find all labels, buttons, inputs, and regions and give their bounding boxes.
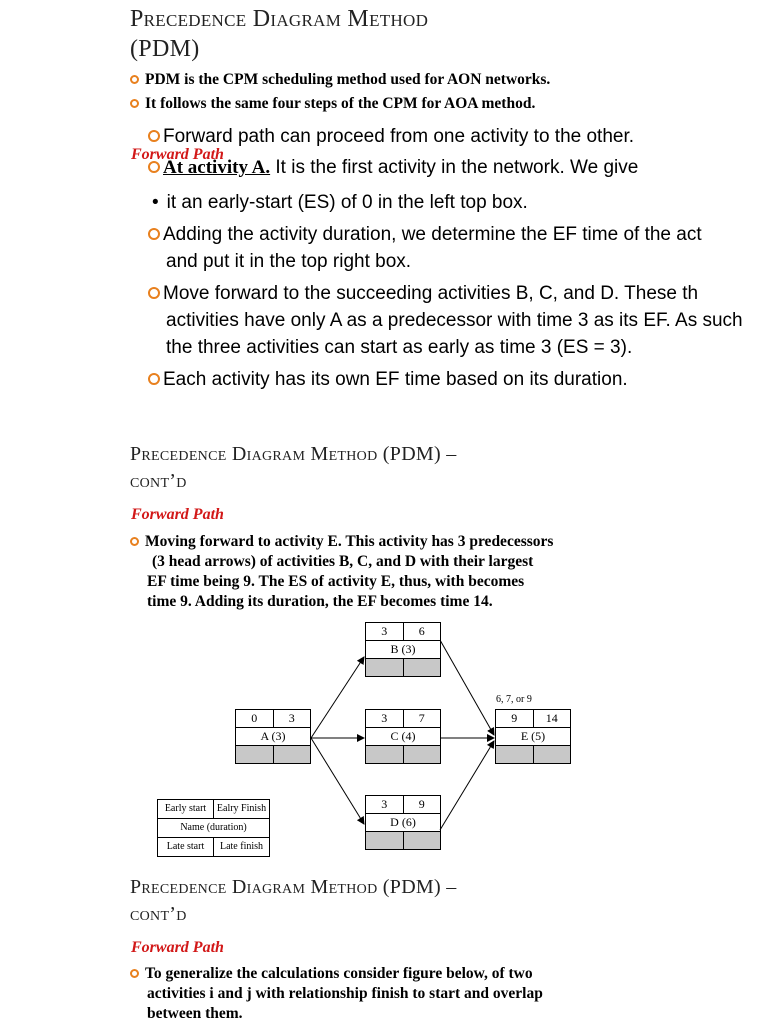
legend-early-finish: Ealry Finish: [213, 800, 269, 818]
slide2-title-line2: cont’d: [130, 470, 187, 492]
node-d-lf: [403, 832, 441, 849]
node-a-lf: [273, 746, 311, 763]
node-e-name: E (5): [520, 729, 546, 743]
slide1-bullet-2: It follows the same four steps of the CPM for AOA method.: [130, 94, 535, 114]
slide1-paragraph-3: • it an early-start (ES) of 0 in the left top box.: [152, 192, 528, 213]
node-e-lf: [533, 746, 571, 763]
slide3-title-line2: cont’d: [130, 903, 187, 925]
node-e-ef: 14: [533, 710, 571, 727]
slide1-paragraph-4: Adding the activity duration, we determine the EF time of the act and put it in the top right box.: [148, 221, 702, 275]
slide1-bullet-1: PDM is the CPM scheduling method used for AON networks.: [130, 70, 550, 90]
slide2-title: Precedence Diagram Method (PDM) –: [130, 443, 457, 465]
arrow-a-to-b: [311, 657, 364, 738]
slide1-paragraph-2: At activity A. It is the first activity in the network. We give: [148, 154, 638, 181]
arrow-a-to-d: [311, 738, 364, 824]
arrow-d-to-e: [440, 741, 494, 830]
node-c-name: C (4): [390, 729, 416, 743]
node-e: [495, 709, 571, 764]
slide3-title: Precedence Diagram Method (PDM) –: [130, 876, 457, 898]
node-b-name: B (3): [390, 642, 416, 656]
slide1-forward-path-label: Forward Path: [131, 146, 224, 163]
slide1-paragraph-6: Each activity has its own EF time based on its duration.: [148, 366, 628, 393]
node-e-note: 6, 7, or 9: [496, 694, 532, 705]
legend-late-start: Late start: [166, 841, 205, 852]
node-a-es: 0: [251, 711, 258, 725]
legend-late-finish: Late finish: [213, 838, 269, 856]
node-c-lf: [403, 746, 441, 763]
node-b-lf: [403, 659, 441, 676]
node-d: [365, 795, 441, 850]
node-a-ls: [236, 746, 273, 763]
node-d-ef: 9: [403, 796, 441, 813]
legend-name: Name (duration): [180, 822, 247, 833]
slide3-bullet: To generalize the calculations consider figure below, of two activities i and j with relationship finish to start and overlap between them.: [130, 964, 543, 1024]
node-d-name: D (6): [390, 815, 416, 829]
node-b-es: 3: [381, 624, 388, 638]
node-c-ef: 7: [403, 710, 441, 727]
node-d-ls: [366, 832, 403, 849]
node-b: [365, 622, 441, 677]
node-c: [365, 709, 441, 764]
bullet-ring-icon: [130, 969, 139, 978]
node-d-es: 3: [381, 797, 388, 811]
slide1-paragraph-5: Move forward to the succeeding activities B, C, and D. These th activities have only A as a predecessor with time 3 as its EF. As such the three activities can start as early as time 3 (ES = 3).: [148, 280, 743, 361]
node-a-name: A (3): [260, 729, 286, 743]
node-e-es: 9: [511, 711, 518, 725]
node-c-es: 3: [381, 711, 388, 725]
legend-early-start: Early start: [164, 803, 207, 814]
slide1-paragraph-1: Forward path can proceed from one activity to the other.: [148, 123, 634, 150]
slide2-bullet: Moving forward to activity E. This activity has 3 predecessors (3 head arrows) of activities B, C, and D with their largest EF time being 9. The ES of activity E, thus, with becomes time 9. Adding its duration, the EF becomes time 14.: [130, 532, 553, 612]
node-b-ls: [366, 659, 403, 676]
slide1-title-line2: (PDM): [130, 36, 200, 62]
node-a: [235, 709, 311, 764]
slide2-forward-path-label: Forward Path: [131, 506, 224, 523]
node-e-ls: [496, 746, 533, 763]
node-a-ef: 3: [273, 710, 311, 727]
node-legend: [157, 799, 270, 857]
node-c-ls: [366, 746, 403, 763]
slide1-title: Precedence Diagram Method: [130, 6, 429, 32]
arrow-b-to-e: [440, 640, 494, 735]
slide3-forward-path-label: Forward Path: [131, 939, 224, 956]
node-b-ef: 6: [403, 623, 441, 640]
bullet-dot-icon: •: [152, 192, 159, 213]
